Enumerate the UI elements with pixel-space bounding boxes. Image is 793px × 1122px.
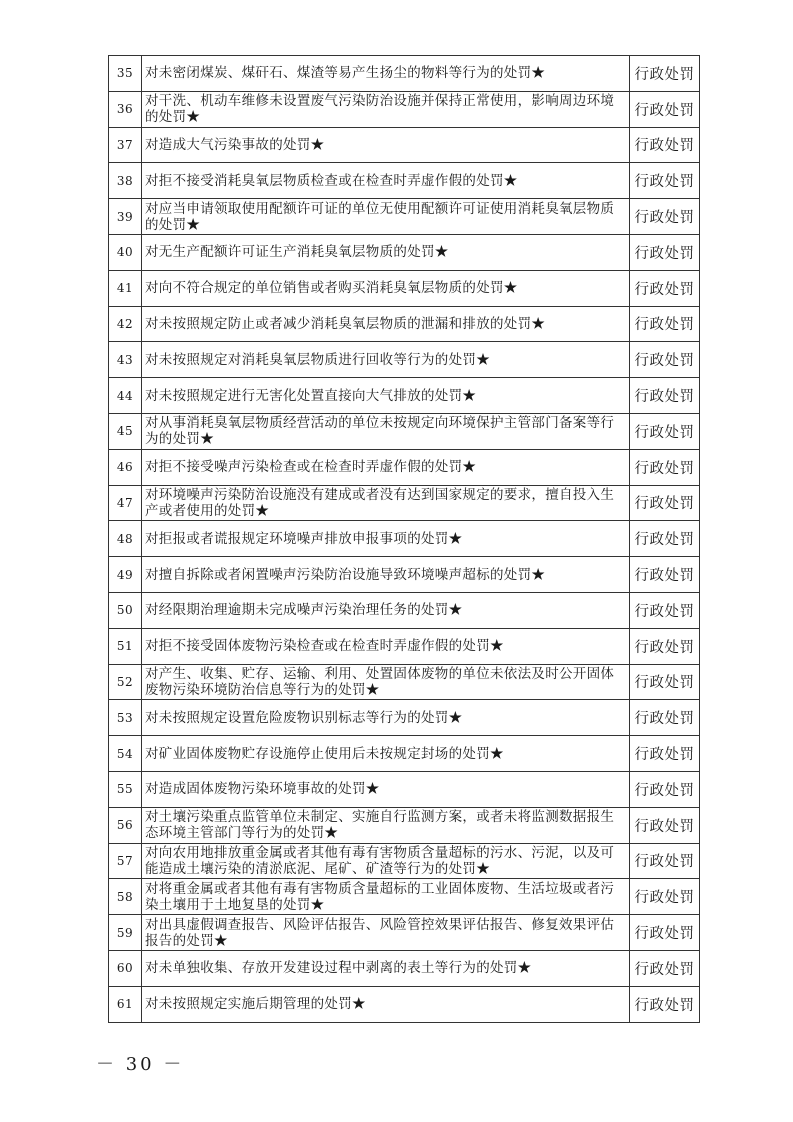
item-name: 对未按照规定进行无害化处置直接向大气排放的处罚★: [142, 378, 630, 414]
table-row: [109, 449, 700, 485]
row-number: 49: [109, 557, 142, 593]
row-number: 61: [109, 986, 142, 1022]
row-number: 56: [109, 807, 142, 843]
item-name: 对拒不接受固体废物污染检查或在检查时弄虚作假的处罚★: [142, 628, 630, 664]
row-number: 39: [109, 199, 142, 235]
row-number: 36: [109, 91, 142, 127]
table-row: [109, 950, 700, 986]
table-row: [109, 306, 700, 342]
table-row: [109, 163, 700, 199]
item-name: 对未按照规定实施后期管理的处罚★: [142, 986, 630, 1022]
page-number: － 30 －: [96, 1054, 185, 1075]
item-name: 对未密闭煤炭、煤矸石、煤渣等易产生扬尘的物料等行为的处罚★: [142, 56, 630, 92]
row-number: 45: [109, 413, 142, 449]
item-name: 对擅自拆除或者闲置噪声污染防治设施导致环境噪声超标的处罚★: [142, 557, 630, 593]
row-number: 47: [109, 485, 142, 521]
table-row: [109, 270, 700, 306]
item-name: 对出具虚假调查报告、风险评估报告、风险管控效果评估报告、修复效果评估报告的处罚★: [142, 915, 630, 951]
item-name: 对从事消耗臭氧层物质经营活动的单位未按规定向环境保护主管部门备案等行为的处罚★: [142, 413, 630, 449]
item-type: 行政处罚: [630, 915, 700, 951]
row-number: 41: [109, 270, 142, 306]
table-row: [109, 378, 700, 414]
item-type: 行政处罚: [630, 413, 700, 449]
item-type: 行政处罚: [630, 592, 700, 628]
row-number: 40: [109, 234, 142, 270]
item-type: 行政处罚: [630, 879, 700, 915]
row-number: 55: [109, 771, 142, 807]
item-name: 对环境噪声污染防治设施没有建成或者没有达到国家规定的要求，擅自投入生产或者使用的处罚★: [142, 485, 630, 521]
item-type: 行政处罚: [630, 306, 700, 342]
item-type: 行政处罚: [630, 807, 700, 843]
item-name: 对拒不接受噪声污染检查或在检查时弄虚作假的处罚★: [142, 449, 630, 485]
table-row: [109, 771, 700, 807]
item-name: 对干洗、机动车维修未设置废气污染防治设施并保持正常使用，影响周边环境的处罚★: [142, 91, 630, 127]
table-row: [109, 807, 700, 843]
row-number: 44: [109, 378, 142, 414]
table-row: [109, 234, 700, 270]
item-name: 对造成固体废物污染环境事故的处罚★: [142, 771, 630, 807]
item-name: 对未按照规定防止或者减少消耗臭氧层物质的泄漏和排放的处罚★: [142, 306, 630, 342]
item-name: 对土壤污染重点监管单位未制定、实施自行监测方案，或者未将监测数据报生态环境主管部门等行为的处罚★: [142, 807, 630, 843]
item-type: 行政处罚: [630, 986, 700, 1022]
table-row: [109, 56, 700, 92]
item-name: 对将重金属或者其他有毒有害物质含量超标的工业固体废物、生活垃圾或者污染土壤用于土地复垦的处罚★: [142, 879, 630, 915]
table-row: [109, 91, 700, 127]
item-name: 对造成大气污染事故的处罚★: [142, 127, 630, 163]
row-number: 37: [109, 127, 142, 163]
item-name: 对未单独收集、存放开发建设过程中剥离的表土等行为的处罚★: [142, 950, 630, 986]
item-name: 对矿业固体废物贮存设施停止使用后未按规定封场的处罚★: [142, 736, 630, 772]
row-number: 43: [109, 342, 142, 378]
item-type: 行政处罚: [630, 342, 700, 378]
item-type: 行政处罚: [630, 449, 700, 485]
item-type: 行政处罚: [630, 736, 700, 772]
row-number: 50: [109, 592, 142, 628]
item-name: 对向农用地排放重金属或者其他有毒有害物质含量超标的污水、污泥，以及可能造成土壤污染的清淤底泥、尾矿、矿渣等行为的处罚★: [142, 843, 630, 879]
row-number: 52: [109, 664, 142, 700]
item-type: 行政处罚: [630, 91, 700, 127]
table-row: [109, 843, 700, 879]
row-number: 59: [109, 915, 142, 951]
table-row: [109, 879, 700, 915]
item-type: 行政处罚: [630, 199, 700, 235]
row-number: 57: [109, 843, 142, 879]
item-name: 对拒不接受消耗臭氧层物质检查或在检查时弄虚作假的处罚★: [142, 163, 630, 199]
item-type: 行政处罚: [630, 270, 700, 306]
item-name: 对未按照规定对消耗臭氧层物质进行回收等行为的处罚★: [142, 342, 630, 378]
item-name: 对未按照规定设置危险废物识别标志等行为的处罚★: [142, 700, 630, 736]
table-row: [109, 521, 700, 557]
item-name: 对经限期治理逾期未完成噪声污染治理任务的处罚★: [142, 592, 630, 628]
item-type: 行政处罚: [630, 628, 700, 664]
table-row: [109, 342, 700, 378]
row-number: 58: [109, 879, 142, 915]
table-body: [109, 56, 700, 1023]
item-type: 行政处罚: [630, 771, 700, 807]
row-number: 42: [109, 306, 142, 342]
table-row: [109, 628, 700, 664]
item-type: 行政处罚: [630, 664, 700, 700]
table-row: [109, 413, 700, 449]
item-type: 行政处罚: [630, 557, 700, 593]
row-number: 48: [109, 521, 142, 557]
table-row: [109, 199, 700, 235]
row-number: 51: [109, 628, 142, 664]
item-type: 行政处罚: [630, 843, 700, 879]
row-number: 54: [109, 736, 142, 772]
enforcement-items-table: [108, 55, 700, 1023]
item-name: 对应当申请领取使用配额许可证的单位无使用配额许可证使用消耗臭氧层物质的处罚★: [142, 199, 630, 235]
table-row: [109, 700, 700, 736]
item-name: 对无生产配额许可证生产消耗臭氧层物质的处罚★: [142, 234, 630, 270]
item-type: 行政处罚: [630, 485, 700, 521]
item-type: 行政处罚: [630, 378, 700, 414]
row-number: 35: [109, 56, 142, 92]
item-name: 对产生、收集、贮存、运输、利用、处置固体废物的单位未依法及时公开固体废物污染环境防治信息等行为的处罚★: [142, 664, 630, 700]
table-row: [109, 127, 700, 163]
row-number: 53: [109, 700, 142, 736]
table-row: [109, 485, 700, 521]
table-row: [109, 736, 700, 772]
item-name: 对拒报或者谎报规定环境噪声排放申报事项的处罚★: [142, 521, 630, 557]
table-row: [109, 664, 700, 700]
item-type: 行政处罚: [630, 163, 700, 199]
table-row: [109, 915, 700, 951]
item-type: 行政处罚: [630, 127, 700, 163]
item-type: 行政处罚: [630, 521, 700, 557]
item-type: 行政处罚: [630, 56, 700, 92]
row-number: 38: [109, 163, 142, 199]
item-type: 行政处罚: [630, 950, 700, 986]
table-row: [109, 986, 700, 1022]
table-row: [109, 557, 700, 593]
table-row: [109, 592, 700, 628]
item-type: 行政处罚: [630, 700, 700, 736]
item-type: 行政处罚: [630, 234, 700, 270]
item-name: 对向不符合规定的单位销售或者购买消耗臭氧层物质的处罚★: [142, 270, 630, 306]
row-number: 60: [109, 950, 142, 986]
row-number: 46: [109, 449, 142, 485]
